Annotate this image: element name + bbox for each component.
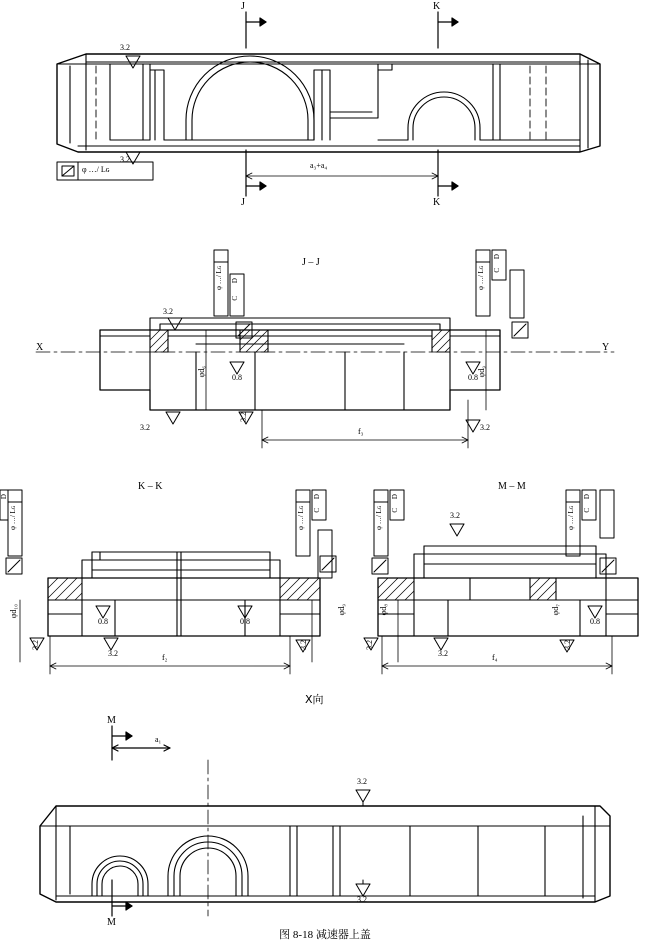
tolerance-frame-mm-left-value: φ …/ Lɢ xyxy=(375,506,383,530)
roughness-label-mm-3: 3.2 xyxy=(438,649,448,658)
diameter-label-d9-kk: φd₉ xyxy=(337,604,346,616)
tolerance-frame-jj-left-datum-c: C xyxy=(231,296,239,301)
section-mark-k-bottom: K xyxy=(433,197,441,208)
tolerance-frame-kk-left-value: φ …/ Lɢ xyxy=(9,506,17,530)
dimension-f3: f₃ xyxy=(358,427,364,436)
roughness-label-bottom-2: 3.2 xyxy=(357,895,367,904)
tolerance-frame-kk-left-datum-d: D xyxy=(0,494,8,500)
roughness-label-mm-1: 3.2 xyxy=(450,511,460,520)
figure-caption: 图 8-18 减速器上盖 xyxy=(279,929,371,941)
view-label-kk: K – K xyxy=(138,481,163,492)
roughness-label-kk-2: 0.8 xyxy=(240,617,250,626)
roughness-label-jj-3: 0.8 xyxy=(468,373,478,382)
tolerance-frame-jj-right-datum-d: D xyxy=(493,254,501,260)
section-mark-j-bottom: J xyxy=(241,197,245,208)
roughness-label-jj-6: 3.2 xyxy=(480,423,490,432)
view-label-mm: M – M xyxy=(498,481,526,492)
tolerance-frame-jj-left-datum-d: D xyxy=(231,278,239,284)
roughness-label-mm-2: 0.8 xyxy=(590,617,600,626)
section-mark-m-bottom: M xyxy=(107,917,116,928)
roughness-label-top-1: 3.2 xyxy=(120,43,130,52)
view-label-jj: J – J xyxy=(302,257,320,268)
roughness-label-jj-2: 0.8 xyxy=(232,373,242,382)
section-mark-m-top: M xyxy=(107,715,116,726)
diameter-label-d8: φd₈ xyxy=(379,604,388,616)
view-label-x-direction: X向 xyxy=(305,693,324,706)
dimension-a1: a₁ xyxy=(155,735,162,744)
diameter-label-d9-jj: φd₉ xyxy=(477,366,486,378)
tolerance-frame-kk-right-value: φ …/ Lɢ xyxy=(297,506,305,530)
tolerance-frame-jj-right-value: φ …/ Lɢ xyxy=(477,266,485,290)
tolerance-frame-jj-left-value: φ …/ Lɢ xyxy=(215,266,223,290)
section-mark-k-top: K xyxy=(433,1,441,12)
dimension-a3-a4: a₃+a₄ xyxy=(310,161,328,170)
roughness-label-jj-1: 3.2 xyxy=(163,307,173,316)
roughness-label-kk-5: 3.2 xyxy=(31,640,40,650)
roughness-label-kk-4: 3.2 xyxy=(299,640,308,650)
diameter-label-d10: φd₁₀ xyxy=(9,604,18,619)
roughness-label-bottom-1: 3.2 xyxy=(357,777,367,786)
tolerance-frame-mm-left-datum-c: C xyxy=(391,508,399,513)
axis-label-y: Y xyxy=(602,342,610,353)
dimension-f2: f₂ xyxy=(162,653,168,662)
tolerance-frame-mm-right-value: φ …/ Lɢ xyxy=(567,506,575,530)
diameter-label-d6: φd₆ xyxy=(197,366,206,378)
tolerance-frame-mm-right-datum-c: C xyxy=(583,508,591,513)
roughness-label-kk-3: 3.2 xyxy=(108,649,118,658)
section-mark-j-top: J xyxy=(241,1,245,12)
tolerance-frame-top-value: φ …/ Lɢ xyxy=(82,165,110,174)
roughness-label-kk-1: 0.8 xyxy=(98,617,108,626)
diameter-label-d7: φd₇ xyxy=(551,604,560,616)
dimension-f4: f₄ xyxy=(492,653,498,662)
roughness-label-mm-5: 3.2 xyxy=(365,640,374,650)
tolerance-frame-kk-right-datum-c: C xyxy=(313,508,321,513)
tolerance-frame-mm-right-datum-d: D xyxy=(583,494,591,500)
tolerance-frame-kk-right-datum-d: D xyxy=(313,494,321,500)
roughness-label-jj-4: 3.2 xyxy=(140,423,150,432)
tolerance-frame-mm-left-datum-d: D xyxy=(391,494,399,500)
roughness-label-jj-5: 3.2 xyxy=(239,412,248,422)
roughness-label-mm-4: 3.2 xyxy=(563,640,572,650)
axis-label-x: X xyxy=(36,342,44,353)
tolerance-frame-jj-right-datum-c: C xyxy=(493,268,501,273)
roughness-label-top-2: 3.2 xyxy=(120,155,130,164)
